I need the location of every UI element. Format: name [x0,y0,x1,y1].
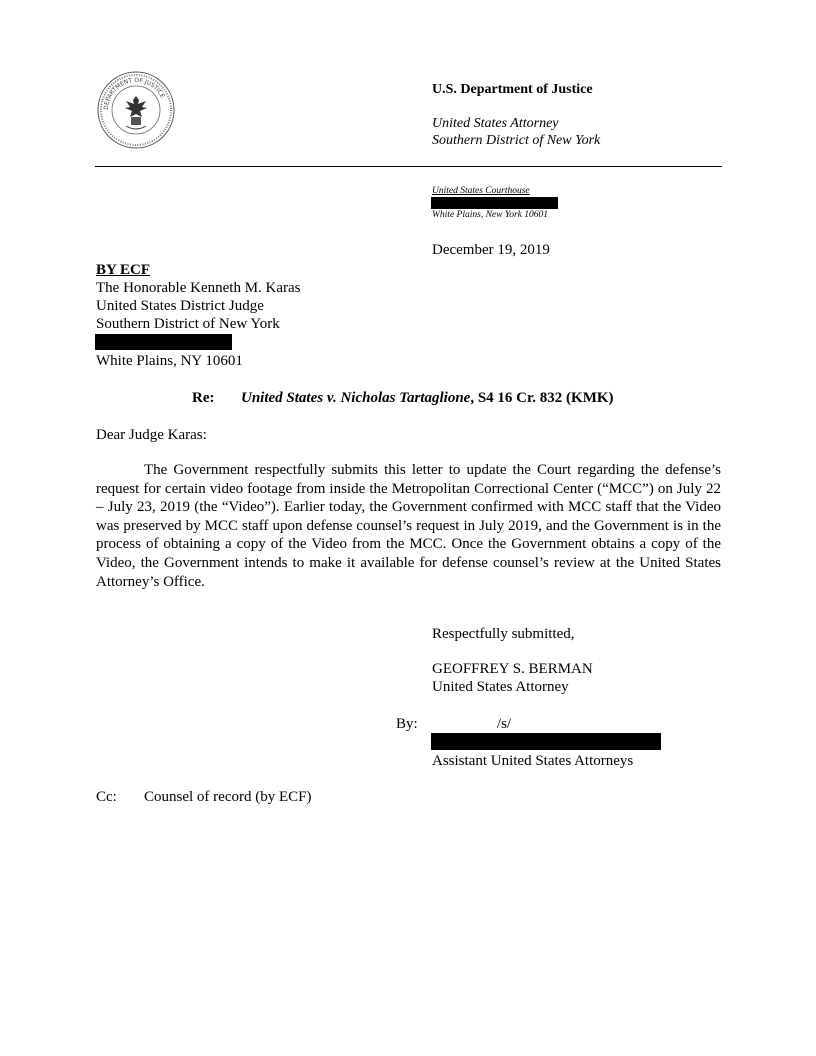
office-district: Southern District of New York [432,133,601,148]
header-rule [95,166,722,167]
cc-text: Counsel of record (by ECF) [144,789,312,805]
signer-title: United States Attorney [432,679,569,695]
case-number: , S4 16 Cr. 832 (KMK) [470,390,614,406]
by-label: By: [396,716,418,732]
re-subject [241,389,614,407]
department-heading: U.S. Department of Justice [432,82,593,97]
signer-role: Assistant United States Attorneys [432,753,634,769]
signer-name: GEOFFREY S. BERMAN [432,661,593,677]
delivery-method: BY ECF [96,262,151,278]
redacted-addressee-line [95,334,232,350]
city-address: White Plains, New York 10601 [432,210,549,220]
redacted-signers [431,733,661,750]
addressee-court: Southern District of New York [96,316,280,332]
addressee-title: United States District Judge [96,298,264,314]
body-paragraph: The Government respectfully submits this letter to update the Court regarding the defense’s request for certain video footage from inside the Metropolitan Correctional Center (“MCC”) on July 22 – July 23, 2019 (the “Video”). Earlier today, the Government confirmed with MCC staff that the Video was preserved by MCC staff upon defense counsel’s request in July 2019, and the Government is in the process of obtaining a copy of the Video from the MCC. Once the Government obtains a copy of the Video, the Government intends to make it available for defense counsel’s review at the United States Attorney’s Office. [96,462,721,590]
redacted-address [431,197,558,209]
svg-text:DEPARTMENT OF JUSTICE: DEPARTMENT OF JUSTICE [102,76,166,111]
case-name: United States v. Nicholas Tartaglione [241,390,471,406]
salutation: Dear Judge Karas: [96,427,207,443]
signature-mark: /s/ [432,715,576,734]
cc-label: Cc: [96,789,117,805]
closing: Respectfully submitted, [432,626,575,642]
letter-date: December 19, 2019 [432,242,550,258]
addressee-city: White Plains, NY 10601 [96,353,243,369]
signature-line [432,715,576,734]
courthouse-label: United States Courthouse [432,186,530,196]
addressee-name: The Honorable Kenneth M. Karas [96,280,301,296]
re-label: Re: [192,390,215,406]
office-title: United States Attorney [432,116,559,131]
doj-seal-logo [96,70,176,150]
